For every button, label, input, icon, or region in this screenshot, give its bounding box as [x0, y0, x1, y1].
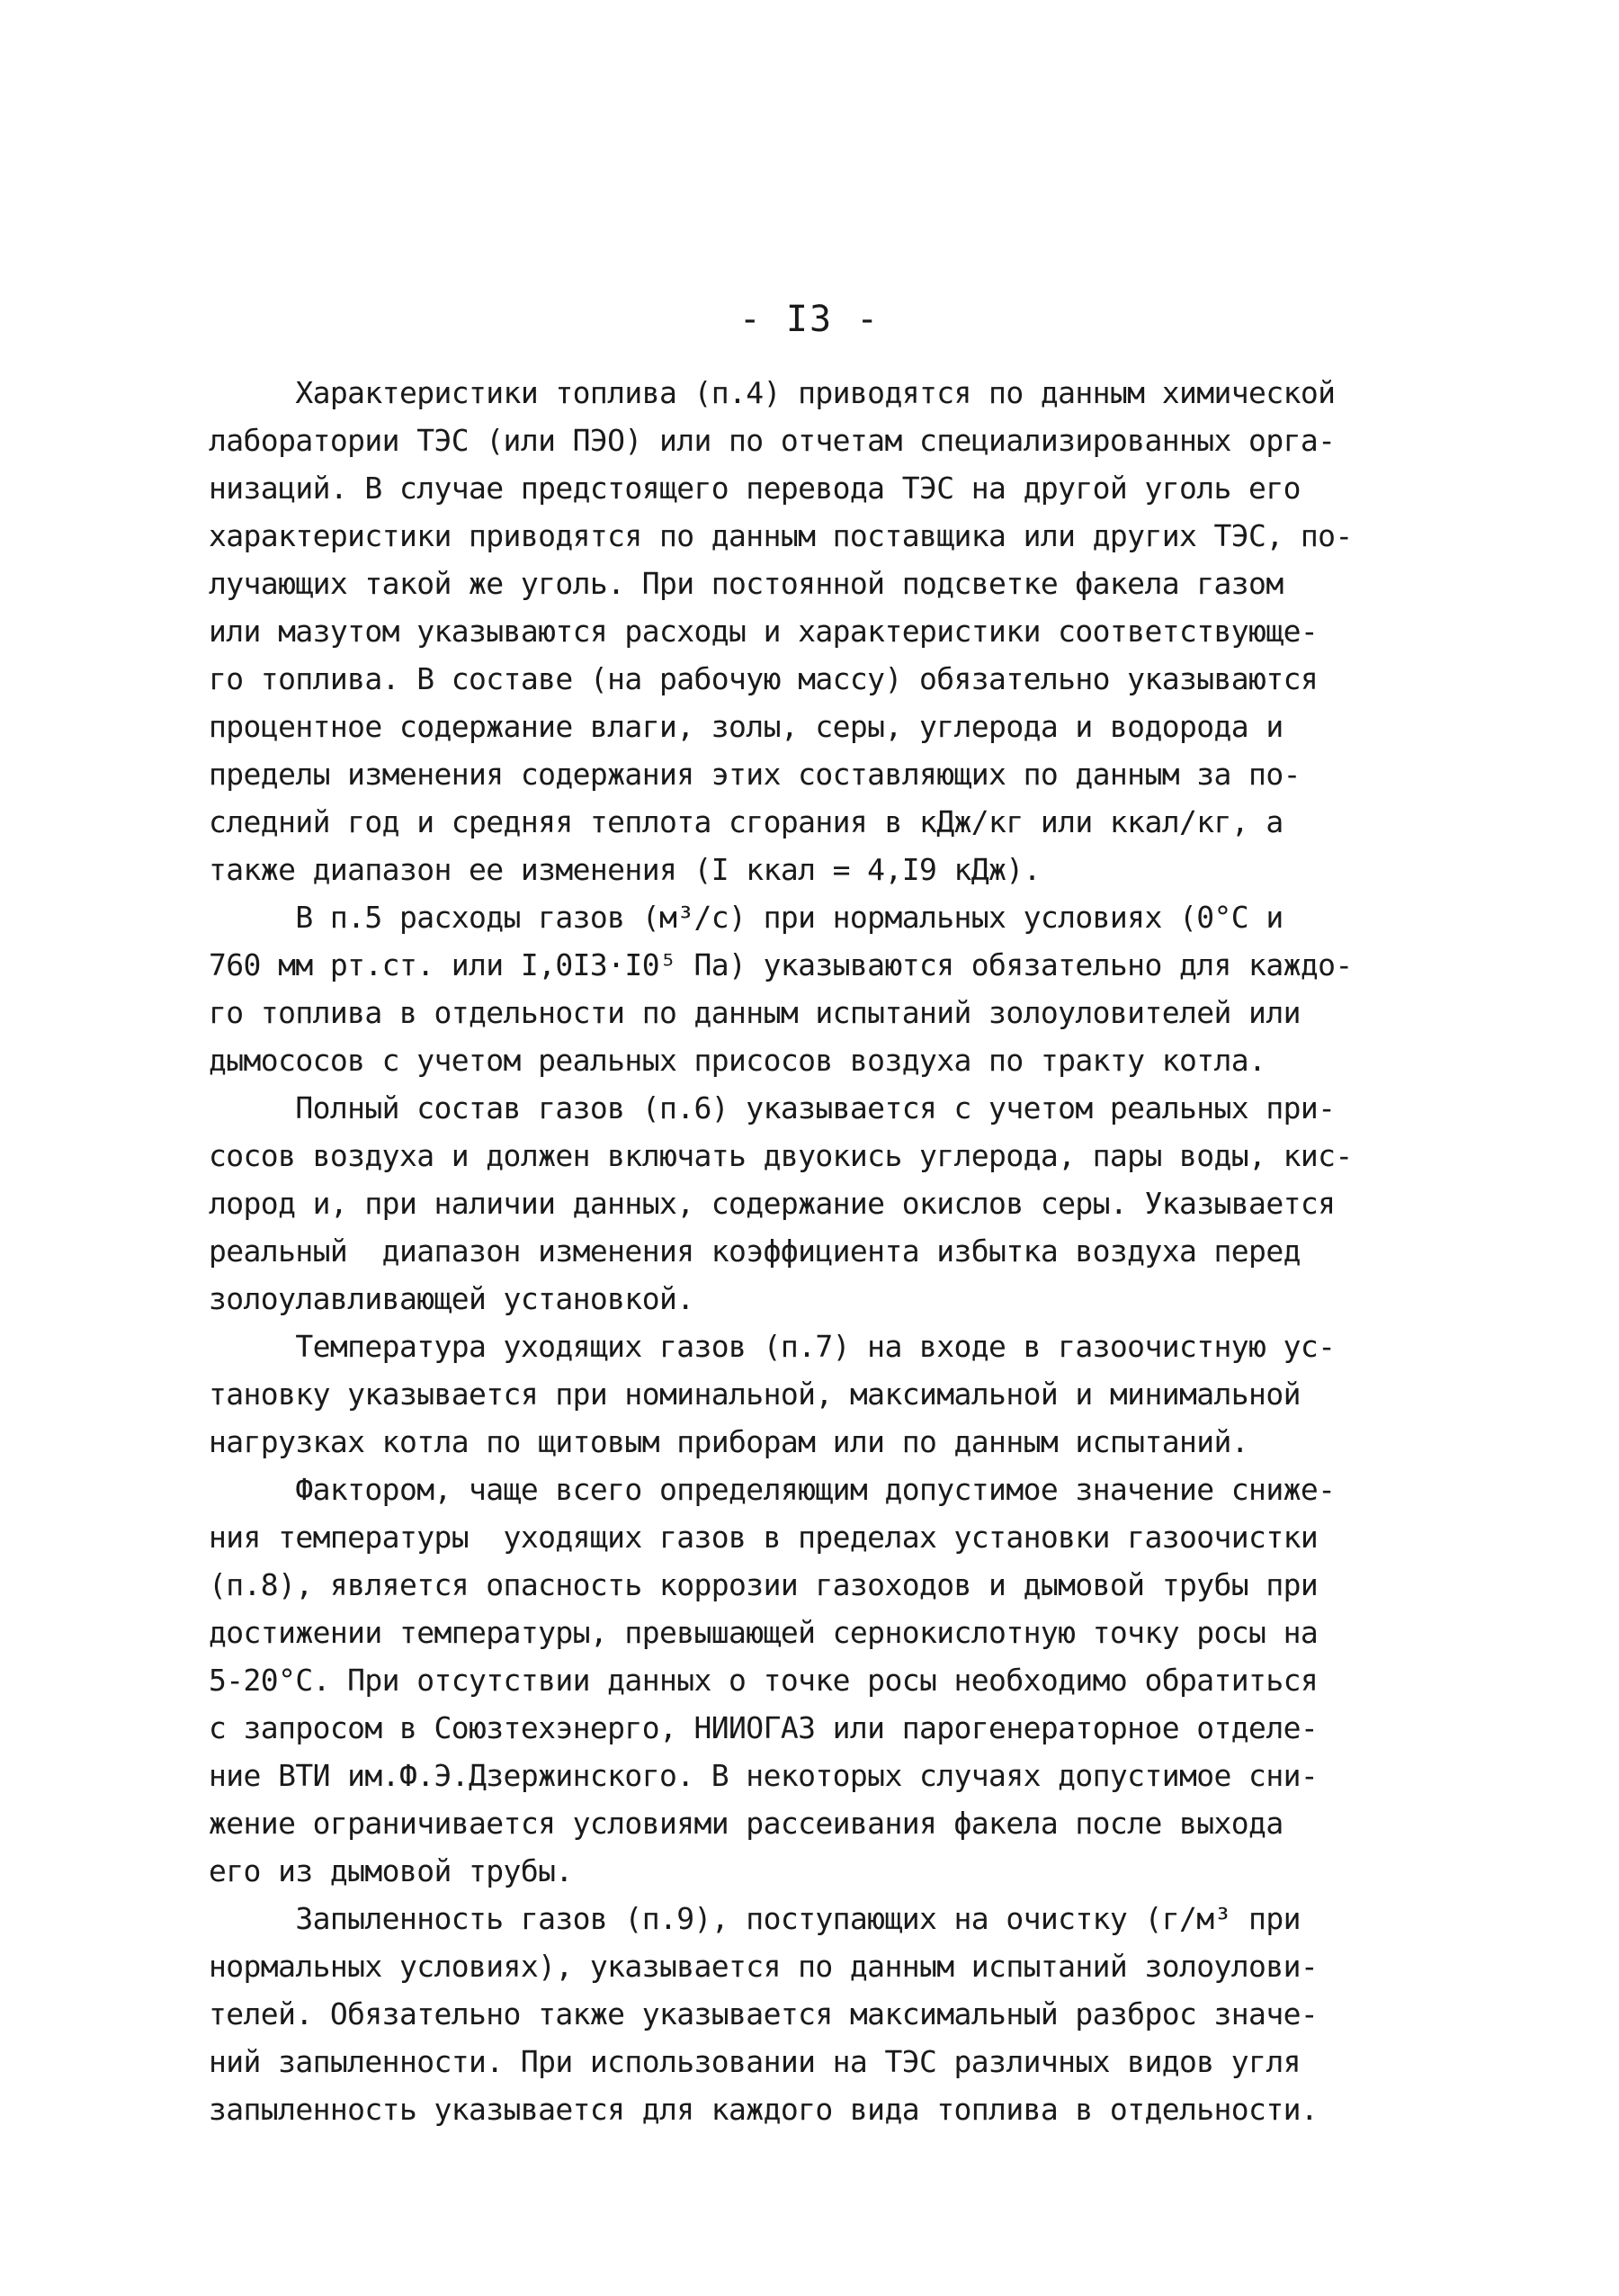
text-line: нормальных условиях), указывается по данным испытаний золоулови- [209, 1949, 1319, 1984]
page-number: - I3 - [738, 299, 881, 340]
text-line: Характеристики топлива (п.4) приводятся по данным химической [209, 375, 1336, 410]
text-line: Фактором, чаще всего определяющим допустимое значение сниже- [209, 1472, 1336, 1507]
text-line: (п.8), является опасность коррозии газоходов и дымовой трубы при [209, 1567, 1319, 1602]
text-line: также диапазон ее изменения (I ккал = 4,I9 кДж). [209, 852, 1041, 887]
paragraph [209, 893, 1423, 1084]
text-line: его из дымовой трубы. [209, 1853, 573, 1888]
text-line: достижении температуры, превышающей сернокислотную точку росы на [209, 1615, 1319, 1650]
text-line: Запыленность газов (п.9), поступающих на очистку (г/м³ при [209, 1901, 1301, 1936]
text-line: лаборатории ТЭС (или ПЭО) или по отчетам специализированных орга- [209, 423, 1336, 458]
text-line: 5-20°С. При отсутствии данных о точке росы необходимо обратиться [209, 1663, 1319, 1698]
text-line: лород и, при наличии данных, содержание окислов серы. Указывается [209, 1186, 1336, 1221]
text-line: ния температуры уходящих газов в пределах установки газоочистки [209, 1520, 1319, 1555]
text-line: следний год и средняя теплота сгорания в кДж/кг или ккал/кг, а [209, 804, 1284, 839]
text-line: го топлива. В составе (на рабочую массу) обязательно указываются [209, 661, 1319, 696]
paragraph [209, 1323, 1423, 1466]
text-line: ние ВТИ им.Ф.Э.Дзержинского. В некоторых случаях допустимое сни- [209, 1758, 1319, 1793]
text-line: В п.5 расходы газов (м³/с) при нормальных условиях (0°С и [209, 900, 1284, 935]
text-line: ний запыленности. При использовании на ТЭС различных видов угля [209, 2044, 1301, 2079]
text-line: с запросом в Союзтехэнерго, НИИОГАЗ или парогенераторное отделе- [209, 1710, 1319, 1745]
paragraph [209, 369, 1423, 893]
text-line: го топлива в отдельности по данным испытаний золоуловителей или [209, 995, 1301, 1030]
document-body [209, 369, 1423, 2133]
text-line: запыленность указывается для каждого вида топлива в отдельности. [209, 2092, 1319, 2127]
text-line: нагрузках котла по щитовым приборам или по данным испытаний. [209, 1424, 1249, 1459]
text-line: жение ограничивается условиями рассеивания факела после выхода [209, 1806, 1284, 1841]
text-line: дымососов с учетом реальных присосов воздуха по тракту котла. [209, 1043, 1266, 1078]
paragraph [209, 1466, 1423, 1895]
text-line: Полный состав газов (п.6) указывается с учетом реальных при- [209, 1090, 1336, 1126]
paragraph [209, 1895, 1423, 2133]
text-line: характеристики приводятся по данным поставщика или других ТЭС, по- [209, 518, 1353, 553]
text-line: пределы изменения содержания этих составляющих по данным за по- [209, 757, 1301, 792]
text-line: сосов воздуха и должен включать двуокись углерода, пары воды, кис- [209, 1138, 1353, 1173]
text-line: телей. Обязательно также указывается максимальный разброс значе- [209, 1996, 1319, 2031]
text-line: Температура уходящих газов (п.7) на входе в газоочистную ус- [209, 1329, 1336, 1364]
text-line: реальный диапазон изменения коэффициента избытка воздуха перед [209, 1233, 1301, 1269]
text-line: лучающих такой же уголь. При постоянной подсветке факела газом [209, 566, 1284, 601]
text-line: процентное содержание влаги, золы, серы, углерода и водорода и [209, 709, 1284, 744]
text-line: или мазутом указываются расходы и характеристики соответствующе- [209, 614, 1319, 649]
text-line: 760 мм рт.ст. или I,0I3·I0⁵ Па) указываются обязательно для каждо- [209, 947, 1353, 982]
text-line: золоулавливающей установкой. [209, 1281, 694, 1316]
paragraph [209, 1084, 1423, 1323]
text-line: низаций. В случае предстоящего перевода ТЭС на другой уголь его [209, 471, 1301, 506]
text-line: тановку указывается при номинальной, максимальной и минимальной [209, 1377, 1301, 1412]
